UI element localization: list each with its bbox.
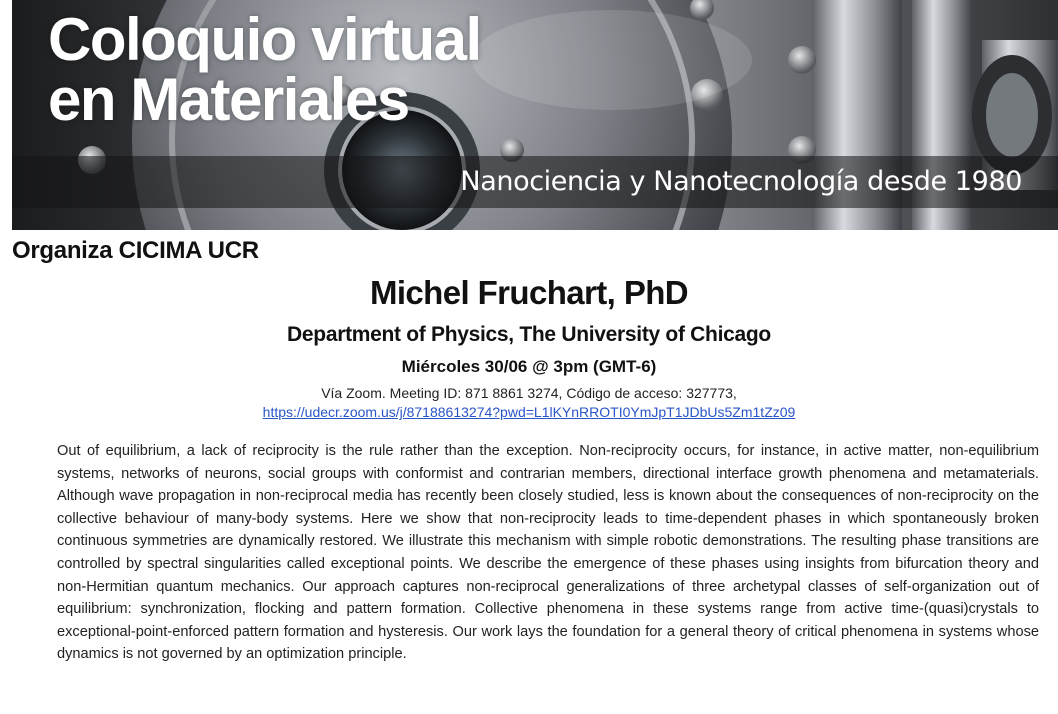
zoom-access-info: Vía Zoom. Meeting ID: 871 8861 3274, Código de acceso: 327773, [321,385,737,401]
zoom-meeting-link[interactable]: https://udecr.zoom.us/j/87188613274?pwd=L1lKYnRROTI0YmJpT1JDbUs5Zm1tZz09 [262,404,796,420]
banner-title-line1: Coloquio virtual [48,6,481,73]
banner-subtitle: Nanociencia y Nanotecnología desde 1980 [460,166,1022,197]
header-banner [12,0,1058,230]
abstract-text: Out of equilibrium, a lack of reciprocity is the rule rather than the exception. Non-reciprocity occurs, for instance, in active matter, non-equilibrium systems, networks of neurons, social groups with conformist and contrarian members, directional interface growth phenomena and metamaterials. Although wave propagation in non-reciprocal media has recently been closely studied, less is known about the consequences of non-reciprocity on the collective behaviour of many-body systems. Here we show that non-reciprocity leads to time-dependent phases in which spontaneously broken continuous symmetries are dynamically restored. We illustrate this mechanism with simple robotic demonstrations. The resulting phase transitions are controlled by spectral singularities called exceptional points. We describe the emergence of these phases using insights from bifurcation theory and non-Hermitian quantum mechanics. Our approach captures non-reciprocal generalizations of three archetypal classes of self-organization out of equilibrium: synchronization, flocking and pattern formation. Collective phenomena in these systems range from active time-(quasi)crystals to exceptional-point-enforced pattern formation and hysteresis. Our work lays the foundation for a general theory of critical phenomena in systems whose dynamics is not governed by an optimization principle. [57,443,1039,663]
speaker-affiliation: Department of Physics, The University of Chicago [287,323,771,346]
banner-title [48,6,481,133]
event-date-time: Miércoles 30/06 @ 3pm (GMT-6) [401,357,657,376]
banner-title-line2: en Materiales [48,66,409,133]
zoom-link-line [0,403,1058,422]
speaker-name: Michel Fruchart, PhD [369,274,689,311]
organizer-heading: Organiza CICIMA UCR [12,237,259,264]
